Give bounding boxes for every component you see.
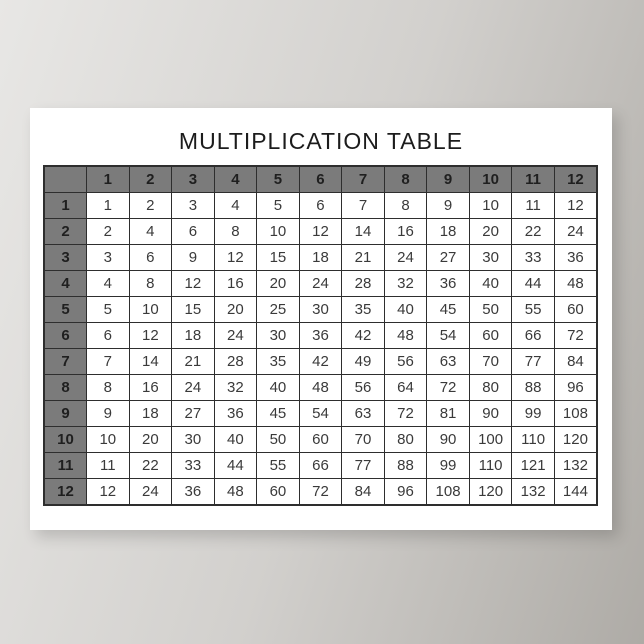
row-header-cell: 9 (44, 401, 87, 427)
product-cell: 30 (257, 323, 300, 349)
product-cell: 18 (129, 401, 172, 427)
product-cell: 132 (512, 479, 555, 506)
product-cell: 81 (427, 401, 470, 427)
product-cell: 24 (554, 219, 597, 245)
product-cell: 50 (469, 297, 512, 323)
product-cell: 80 (384, 427, 427, 453)
product-cell: 55 (257, 453, 300, 479)
table-row (44, 453, 597, 479)
product-cell: 70 (342, 427, 385, 453)
product-cell: 72 (554, 323, 597, 349)
product-cell: 50 (257, 427, 300, 453)
product-cell: 72 (299, 479, 342, 506)
product-cell: 45 (427, 297, 470, 323)
product-cell: 40 (469, 271, 512, 297)
product-cell: 144 (554, 479, 597, 506)
product-cell: 42 (342, 323, 385, 349)
product-cell: 21 (342, 245, 385, 271)
product-cell: 64 (384, 375, 427, 401)
product-cell: 72 (427, 375, 470, 401)
product-cell: 24 (129, 479, 172, 506)
column-header-cell: 10 (469, 166, 512, 193)
product-cell: 30 (299, 297, 342, 323)
product-cell: 56 (342, 375, 385, 401)
product-cell: 20 (129, 427, 172, 453)
column-header-cell: 9 (427, 166, 470, 193)
column-header-cell: 7 (342, 166, 385, 193)
product-cell: 63 (427, 349, 470, 375)
row-header-cell: 1 (44, 193, 87, 219)
product-cell: 40 (257, 375, 300, 401)
product-cell: 60 (554, 297, 597, 323)
product-cell: 84 (554, 349, 597, 375)
product-cell: 8 (384, 193, 427, 219)
product-cell: 33 (172, 453, 215, 479)
row-header-cell: 2 (44, 219, 87, 245)
product-cell: 35 (257, 349, 300, 375)
product-cell: 15 (257, 245, 300, 271)
product-cell: 54 (299, 401, 342, 427)
product-cell: 16 (214, 271, 257, 297)
product-cell: 72 (384, 401, 427, 427)
product-cell: 6 (87, 323, 130, 349)
product-cell: 10 (469, 193, 512, 219)
product-cell: 5 (257, 193, 300, 219)
product-cell: 49 (342, 349, 385, 375)
product-cell: 12 (299, 219, 342, 245)
product-cell: 66 (512, 323, 555, 349)
product-cell: 77 (512, 349, 555, 375)
table-row (44, 193, 597, 219)
row-header-cell: 7 (44, 349, 87, 375)
product-cell: 4 (214, 193, 257, 219)
table-row (44, 401, 597, 427)
product-cell: 12 (129, 323, 172, 349)
product-cell: 84 (342, 479, 385, 506)
product-cell: 24 (384, 245, 427, 271)
product-cell: 36 (172, 479, 215, 506)
product-cell: 45 (257, 401, 300, 427)
column-header-cell: 6 (299, 166, 342, 193)
column-header-cell: 2 (129, 166, 172, 193)
product-cell: 99 (512, 401, 555, 427)
product-cell: 9 (87, 401, 130, 427)
product-cell: 9 (427, 193, 470, 219)
product-cell: 6 (172, 219, 215, 245)
product-cell: 6 (299, 193, 342, 219)
product-cell: 14 (342, 219, 385, 245)
product-cell: 32 (214, 375, 257, 401)
product-cell: 120 (554, 427, 597, 453)
product-cell: 48 (299, 375, 342, 401)
product-cell: 11 (87, 453, 130, 479)
product-cell: 12 (87, 479, 130, 506)
row-header-cell: 4 (44, 271, 87, 297)
product-cell: 121 (512, 453, 555, 479)
product-cell: 32 (384, 271, 427, 297)
product-cell: 4 (129, 219, 172, 245)
product-cell: 35 (342, 297, 385, 323)
product-cell: 16 (129, 375, 172, 401)
product-cell: 24 (172, 375, 215, 401)
product-cell: 8 (214, 219, 257, 245)
product-cell: 56 (384, 349, 427, 375)
product-cell: 90 (427, 427, 470, 453)
product-cell: 12 (554, 193, 597, 219)
product-cell: 66 (299, 453, 342, 479)
product-cell: 12 (214, 245, 257, 271)
row-header-cell: 6 (44, 323, 87, 349)
product-cell: 27 (172, 401, 215, 427)
product-cell: 88 (512, 375, 555, 401)
column-header-cell: 11 (512, 166, 555, 193)
column-header-row (44, 166, 597, 193)
product-cell: 30 (469, 245, 512, 271)
table-row (44, 271, 597, 297)
product-cell: 110 (512, 427, 555, 453)
product-cell: 18 (172, 323, 215, 349)
table-row (44, 479, 597, 506)
product-cell: 54 (427, 323, 470, 349)
product-cell: 36 (427, 271, 470, 297)
column-header-cell: 5 (257, 166, 300, 193)
product-cell: 20 (469, 219, 512, 245)
product-cell: 30 (172, 427, 215, 453)
product-cell: 40 (384, 297, 427, 323)
product-cell: 60 (469, 323, 512, 349)
column-header-cell: 3 (172, 166, 215, 193)
product-cell: 42 (299, 349, 342, 375)
product-cell: 5 (87, 297, 130, 323)
product-cell: 7 (87, 349, 130, 375)
product-cell: 36 (554, 245, 597, 271)
product-cell: 10 (257, 219, 300, 245)
product-cell: 20 (214, 297, 257, 323)
product-cell: 33 (512, 245, 555, 271)
product-cell: 60 (257, 479, 300, 506)
product-cell: 110 (469, 453, 512, 479)
product-cell: 1 (87, 193, 130, 219)
product-cell: 99 (427, 453, 470, 479)
product-cell: 100 (469, 427, 512, 453)
table-row (44, 349, 597, 375)
product-cell: 16 (384, 219, 427, 245)
column-header-cell: 12 (554, 166, 597, 193)
product-cell: 25 (257, 297, 300, 323)
product-cell: 28 (214, 349, 257, 375)
product-cell: 18 (427, 219, 470, 245)
product-cell: 10 (129, 297, 172, 323)
product-cell: 28 (342, 271, 385, 297)
product-cell: 44 (214, 453, 257, 479)
product-cell: 24 (299, 271, 342, 297)
row-header-cell: 12 (44, 479, 87, 506)
row-header-cell: 11 (44, 453, 87, 479)
product-cell: 22 (512, 219, 555, 245)
product-cell: 9 (172, 245, 215, 271)
product-cell: 8 (87, 375, 130, 401)
product-cell: 77 (342, 453, 385, 479)
product-cell: 8 (129, 271, 172, 297)
product-cell: 80 (469, 375, 512, 401)
poster-title: MULTIPLICATION TABLE (178, 128, 464, 154)
product-cell: 108 (554, 401, 597, 427)
row-header-cell: 5 (44, 297, 87, 323)
product-cell: 120 (469, 479, 512, 506)
product-cell: 22 (129, 453, 172, 479)
table-row (44, 297, 597, 323)
product-cell: 36 (214, 401, 257, 427)
product-cell: 3 (87, 245, 130, 271)
product-cell: 70 (469, 349, 512, 375)
table-corner-cell (44, 166, 87, 193)
product-cell: 3 (172, 193, 215, 219)
row-header-cell: 3 (44, 245, 87, 271)
table-row (44, 219, 597, 245)
product-cell: 24 (214, 323, 257, 349)
product-cell: 36 (299, 323, 342, 349)
product-cell: 27 (427, 245, 470, 271)
product-cell: 90 (469, 401, 512, 427)
product-cell: 88 (384, 453, 427, 479)
row-header-cell: 8 (44, 375, 87, 401)
product-cell: 15 (172, 297, 215, 323)
product-cell: 10 (87, 427, 130, 453)
product-cell: 7 (342, 193, 385, 219)
product-cell: 96 (554, 375, 597, 401)
product-cell: 63 (342, 401, 385, 427)
table-row (44, 323, 597, 349)
table-row (44, 427, 597, 453)
product-cell: 14 (129, 349, 172, 375)
product-cell: 2 (87, 219, 130, 245)
product-cell: 48 (214, 479, 257, 506)
product-cell: 2 (129, 193, 172, 219)
poster (30, 108, 612, 530)
multiplication-table (43, 165, 598, 506)
column-header-cell: 8 (384, 166, 427, 193)
product-cell: 12 (172, 271, 215, 297)
row-header-cell: 10 (44, 427, 87, 453)
product-cell: 40 (214, 427, 257, 453)
product-cell: 60 (299, 427, 342, 453)
column-header-cell: 1 (87, 166, 130, 193)
product-cell: 6 (129, 245, 172, 271)
product-cell: 4 (87, 271, 130, 297)
product-cell: 48 (384, 323, 427, 349)
product-cell: 18 (299, 245, 342, 271)
product-cell: 20 (257, 271, 300, 297)
product-cell: 108 (427, 479, 470, 506)
product-cell: 55 (512, 297, 555, 323)
table-row (44, 245, 597, 271)
product-cell: 44 (512, 271, 555, 297)
product-cell: 132 (554, 453, 597, 479)
product-cell: 96 (384, 479, 427, 506)
product-cell: 21 (172, 349, 215, 375)
column-header-cell: 4 (214, 166, 257, 193)
product-cell: 11 (512, 193, 555, 219)
product-cell: 48 (554, 271, 597, 297)
table-row (44, 375, 597, 401)
